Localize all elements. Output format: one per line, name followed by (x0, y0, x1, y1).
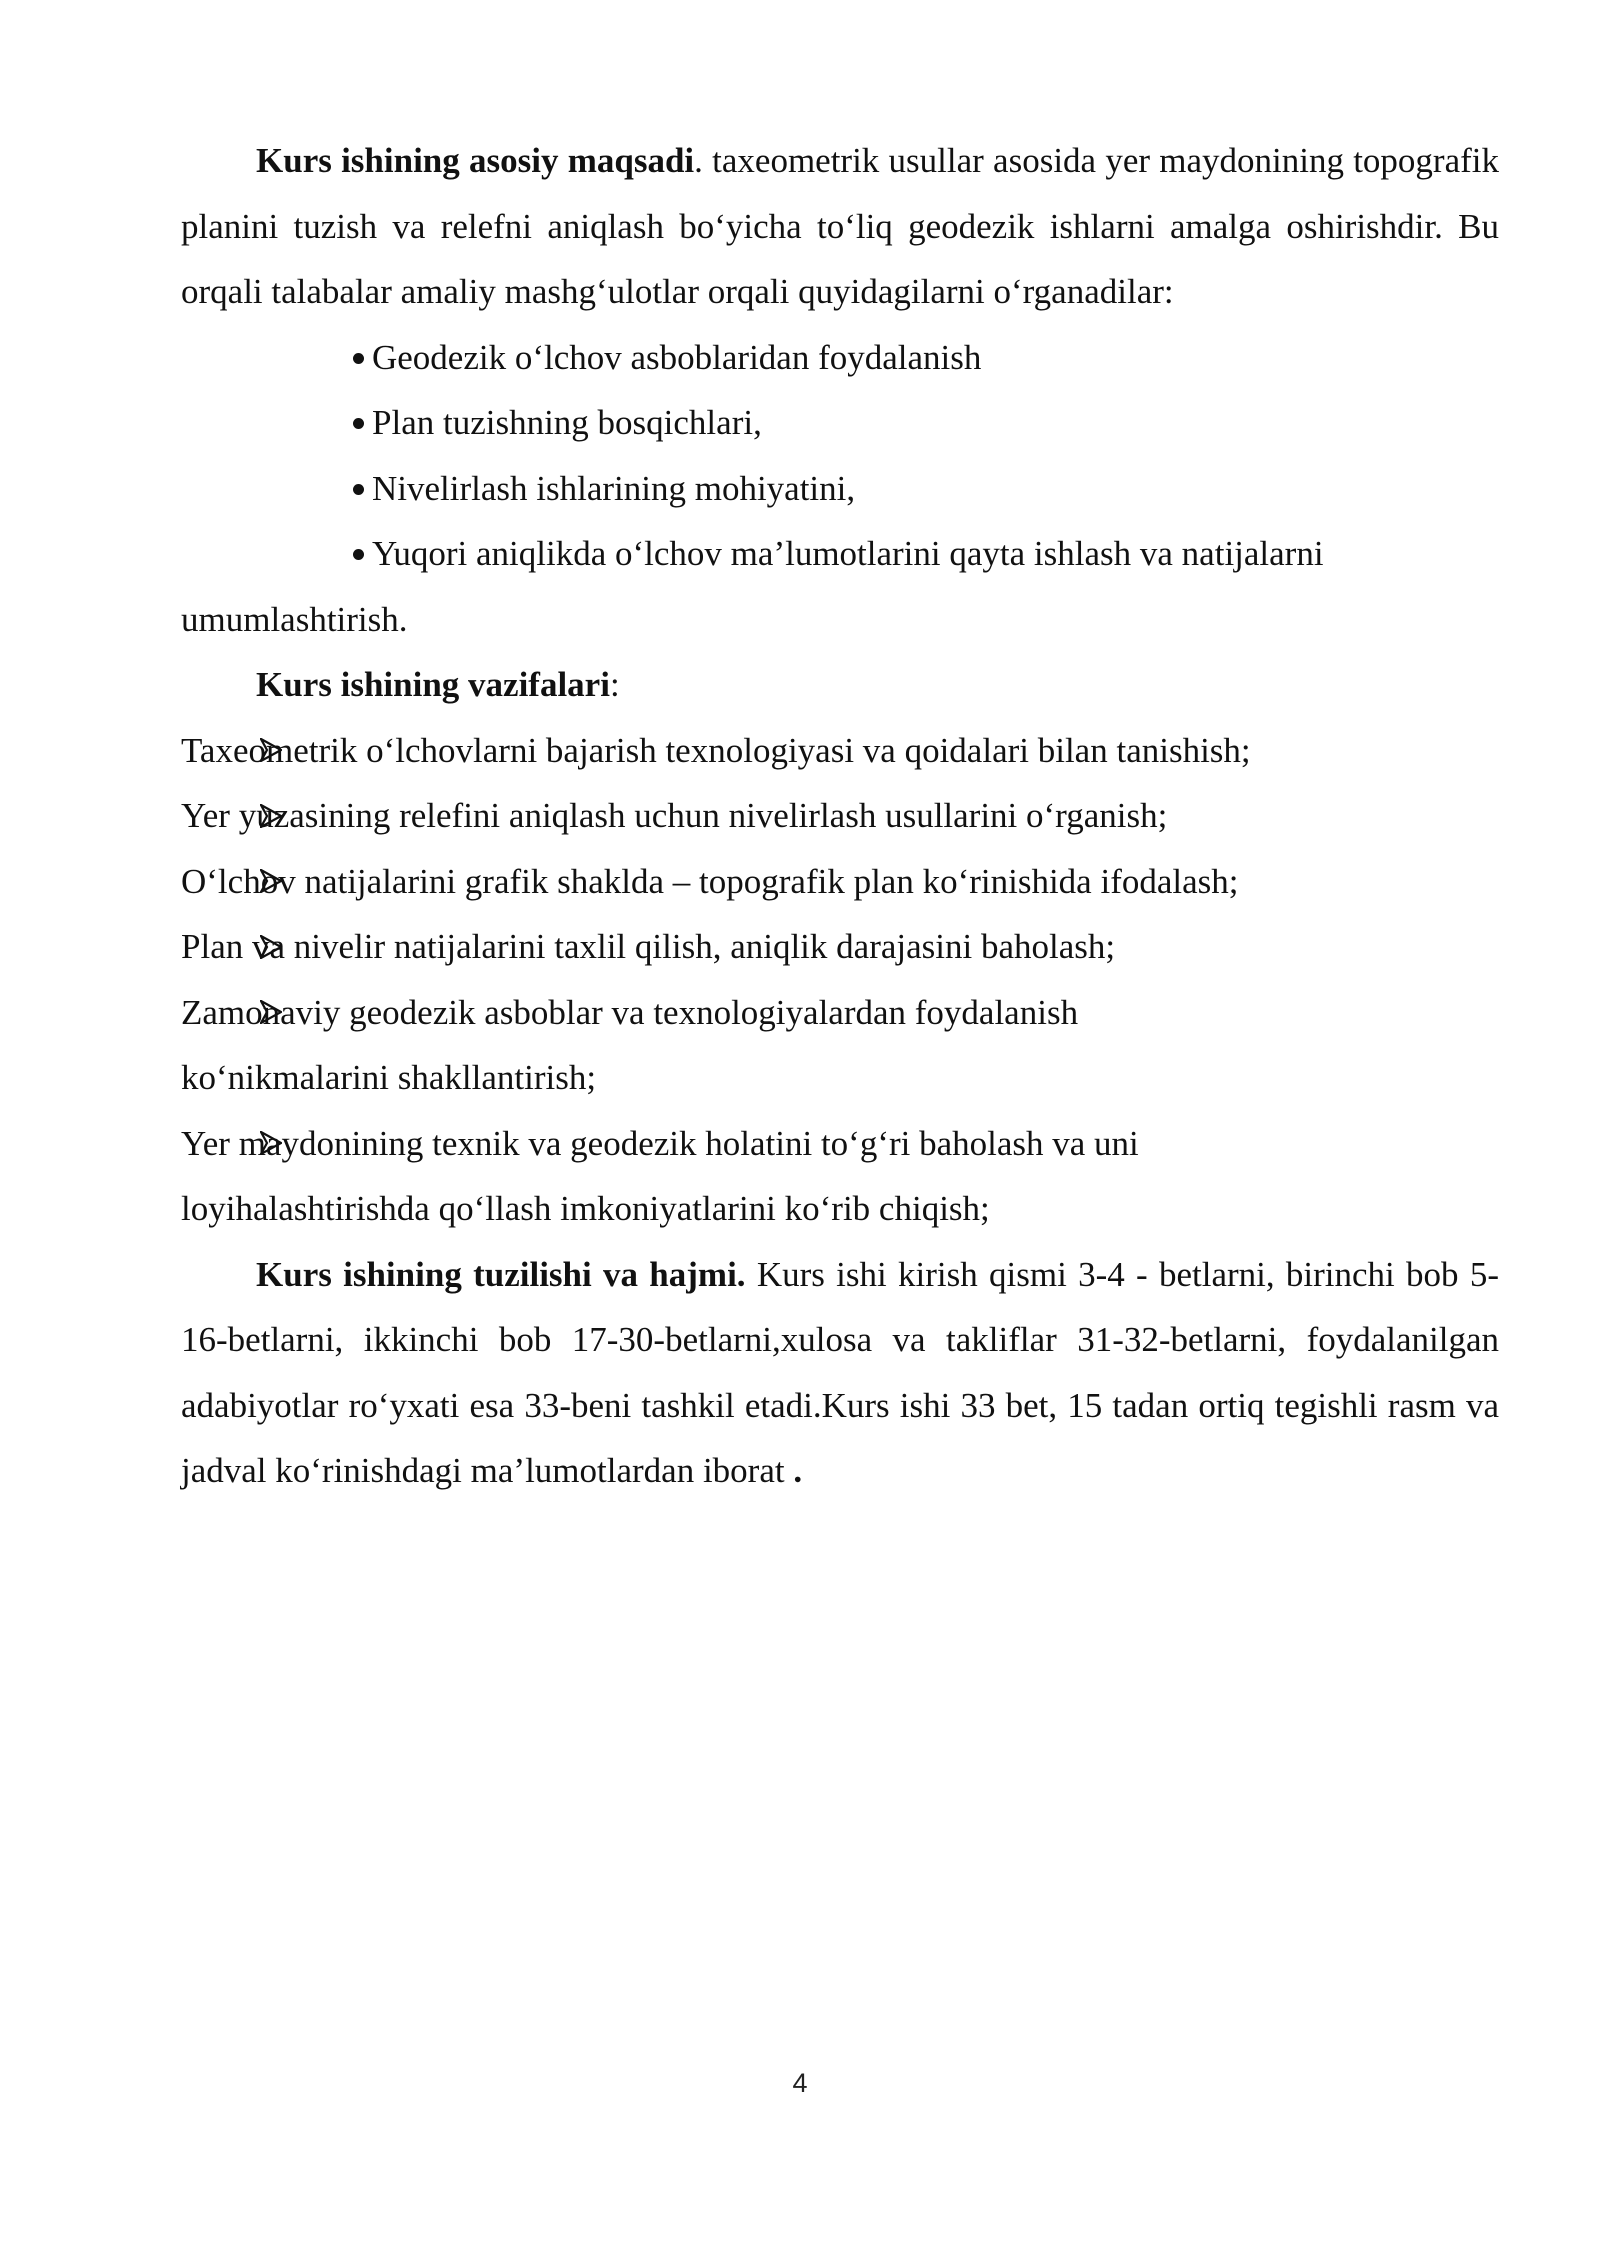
list-item (181, 718, 1499, 784)
list-item (181, 1111, 1499, 1177)
arrow-bullet-icon (260, 914, 282, 980)
structure-text: Kurs ishi kirish qismi 3-4 - betlarni, birinchi bob 5-16-betlarni, ikkinchi bob 17-30-betlarni,xulosa va takliflar 31-32-betlarni, foydalanilgan adabiyotlar ro‘yxati esa 33-beni tashkil etadi.Kurs ishi 33 bet, 15 tadan ortiq tegishli rasm va jadval ko‘rinishdagi ma’lumotlardan iborat (181, 1254, 1499, 1490)
structure-heading: Kurs ishining tuzilishi va hajmi. (256, 1254, 746, 1294)
purpose-paragraph (181, 128, 1499, 325)
structure-end: . (793, 1451, 803, 1490)
list-item (181, 914, 1499, 980)
tasks-heading: Kurs ishining vazifalari (256, 665, 610, 704)
list-item-text: Geodezik o‘lchov asboblaridan foydalanish (372, 337, 982, 377)
bullet-dot-icon (353, 325, 373, 391)
arrow-bullet-icon (260, 849, 282, 915)
list-item-continuation: loyihalashtirishda qo‘llash imkoniyatlarini ko‘rib chiqish; (181, 1189, 990, 1228)
list-item-text: Plan tuzishning bosqichlari, (372, 403, 762, 442)
list-item (181, 980, 1499, 1046)
structure-paragraph (181, 1242, 1499, 1504)
list-item-text: Taxeometrik o‘lchovlarni bajarish texnologiyasi va qoidalari bilan tanishish; (181, 730, 1251, 770)
arrow-bullet-icon (260, 783, 282, 849)
page-number: 4 (792, 2068, 808, 2098)
purpose-text: . taxeometrik usullar asosida yer maydonining topografik planini tuzish va relefni aniqlash bo‘yicha to‘liq geodezik ishlarni amalga oshirishdir. Bu orqali talabalar amaliy mashg‘ulotlar orqali quyidagilarni o‘rganadilar: (181, 141, 1499, 311)
list-item-text: Yer yuzasining relefini aniqlash uchun nivelirlash usullarini o‘rganish; (181, 796, 1168, 835)
list-item-text: Yer maydonining texnik va geodezik holatini to‘g‘ri baholash va uni (181, 1123, 1139, 1163)
tasks-list (181, 718, 1499, 1242)
list-item (181, 325, 1499, 391)
list-item (181, 849, 1499, 915)
list-item-text: Nivelirlash ishlarining mohiyatini, (372, 468, 856, 508)
list-item-text: Zamonaviy geodezik asboblar va texnologiyalardan foydalanish (181, 992, 1079, 1032)
list-item-text: Yuqori aniqlikda o‘lchov ma’lumotlarini qayta ishlash va natijalarni (372, 534, 1324, 573)
purpose-heading: Kurs ishining asosiy maqsadi (256, 141, 695, 180)
bullet-dot-icon (353, 456, 373, 522)
tasks-heading-colon: : (609, 665, 620, 704)
list-item (181, 783, 1499, 849)
arrow-bullet-icon (260, 1111, 282, 1177)
list-item-continuation: umumlashtirish. (181, 599, 408, 639)
list-item (181, 390, 1499, 456)
list-item-continuation: ko‘nikmalarini shakllantirish; (181, 1058, 597, 1097)
list-item-text: Plan va nivelir natijalarini taxlil qilish, aniqlik darajasini baholash; (181, 927, 1116, 966)
tasks-heading-line (181, 652, 1499, 718)
page-content (181, 128, 1499, 1504)
learning-list (181, 325, 1499, 653)
arrow-bullet-icon (260, 718, 282, 784)
arrow-bullet-icon (260, 980, 282, 1046)
list-item (181, 456, 1499, 522)
list-item (181, 521, 1499, 587)
list-item-text: O‘lchov natijalarini grafik shaklda – topografik plan ko‘rinishida ifodalash; (181, 861, 1239, 901)
bullet-dot-icon (353, 390, 373, 456)
bullet-dot-icon (353, 521, 373, 587)
